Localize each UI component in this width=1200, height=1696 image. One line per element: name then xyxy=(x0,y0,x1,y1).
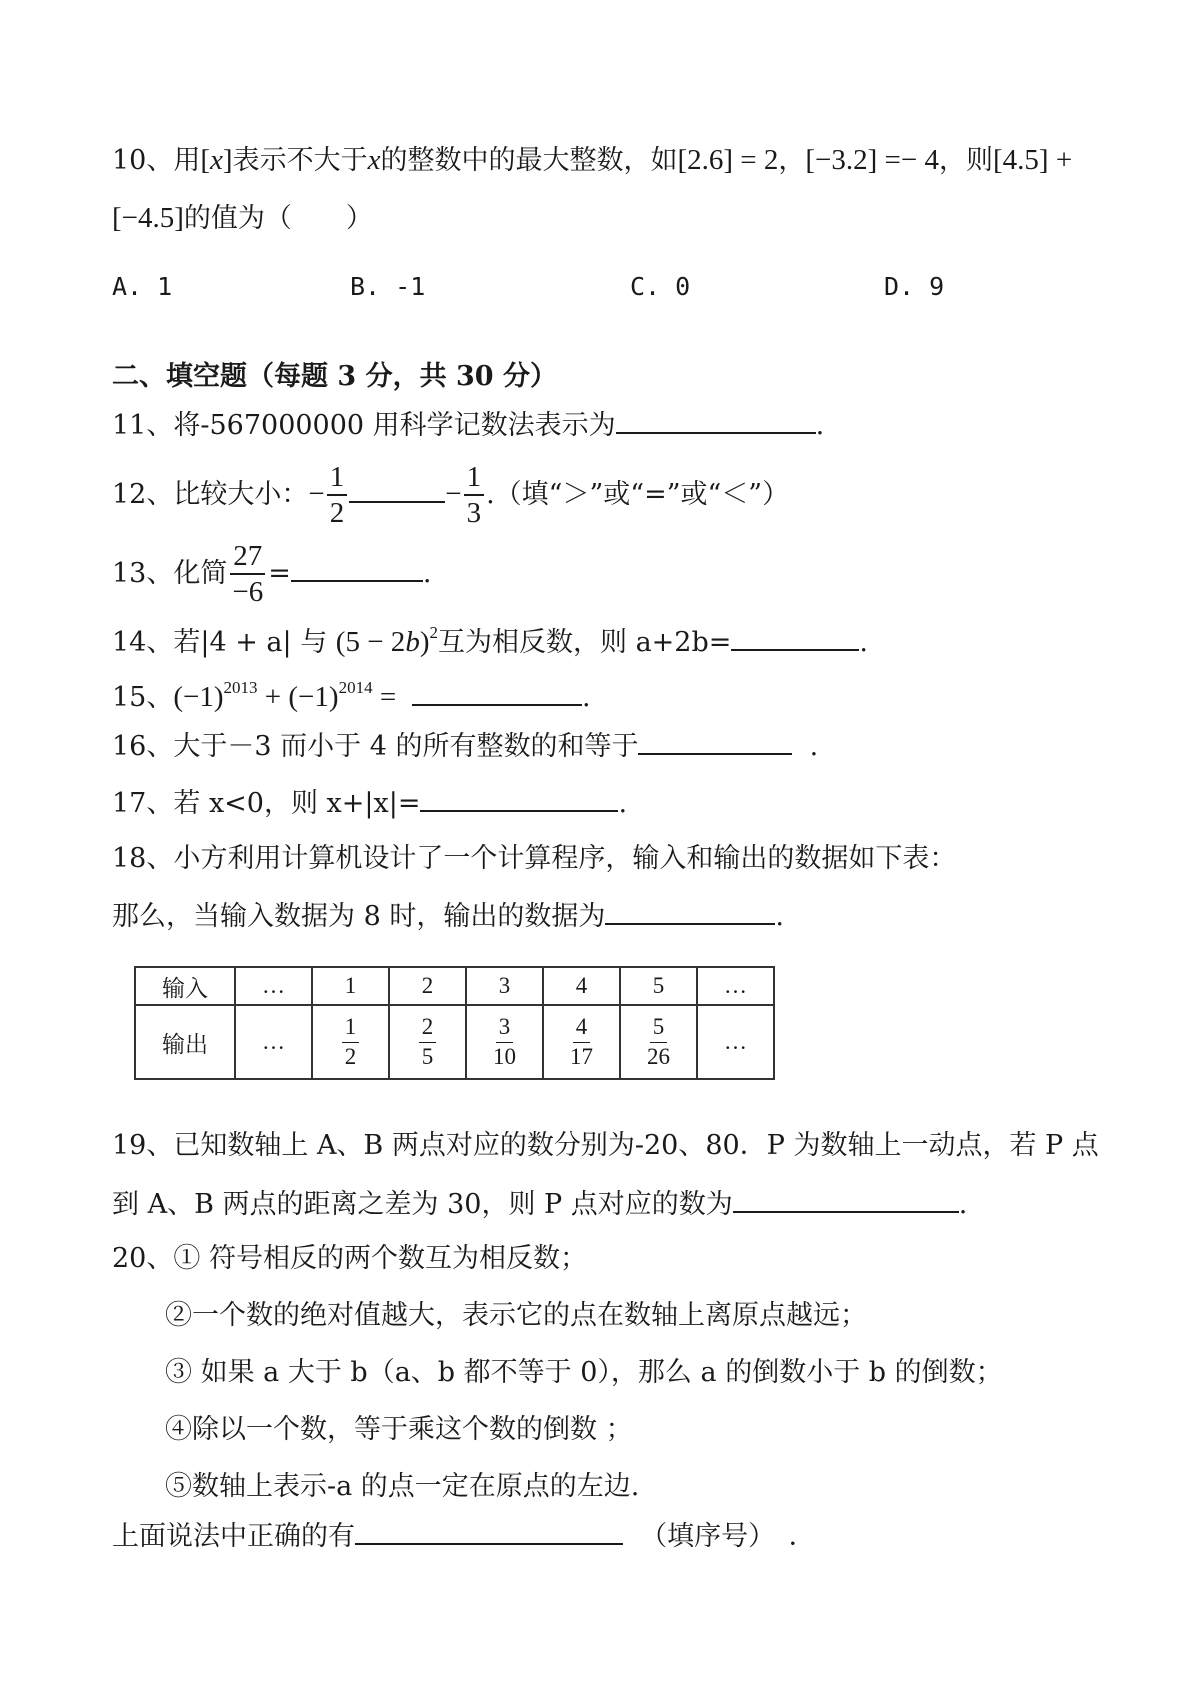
q10-option-a: A. 1 xyxy=(112,272,173,301)
q15: 15、$(-1)^{2013} + (-1)^{2014}$ = . xyxy=(112,678,591,713)
output-fraction: $\frac{1}{2}$ xyxy=(342,1015,360,1068)
q19-answer-blank[interactable] xyxy=(733,1183,959,1213)
q20-answer-line: 上面说法中正确的有 （填序号） ． xyxy=(112,1515,816,1557)
q14: 14、若|4 + a| 与 $(5 - 2b)^2$互为相反数，则 a+2b= . xyxy=(112,623,868,658)
q20-answer-blank[interactable] xyxy=(355,1515,623,1545)
q17-answer-blank[interactable] xyxy=(420,782,618,812)
q10-line1: 10、用[x]表示不大于x的整数中的最大整数，如[2.6] = 2，[−3.2] =− 4，则[4.5] + xyxy=(112,144,1073,176)
q18-answer-blank[interactable] xyxy=(605,895,775,925)
q18-line1: 18、小方利用计算机设计了一个计算程序，输入和输出的数据如下表： xyxy=(112,843,957,874)
output-fraction: $\frac{2}{5}$ xyxy=(419,1015,437,1068)
q10-option-b: B. -1 xyxy=(350,272,426,301)
output-fraction: $\frac{5}{26}$ xyxy=(647,1014,670,1069)
q15-answer-blank[interactable] xyxy=(412,676,582,706)
q20-statement-5: ⑤数轴上表示-a 的点一定在原点的左边. xyxy=(165,1471,640,1502)
q20-statement-2: ②一个数的绝对值越大，表示它的点在数轴上离原点越远； xyxy=(165,1300,867,1331)
q12-fraction-2: $\frac{1}{3}$ xyxy=(464,462,485,529)
floor-symbol: [x] xyxy=(200,144,233,176)
q15-expression: $(-1)^{2013} + (-1)^{2014}$ = xyxy=(173,678,404,713)
q13: 13、化简 $\frac{27}{-6}$ = . xyxy=(112,540,432,609)
q19-line1: 19、已知数轴上 A、B 两点对应的数分别为-20、80．P 为数轴上一动点，若 P 点 xyxy=(112,1130,1099,1161)
q11-answer-blank[interactable] xyxy=(616,404,816,434)
row-label-input: 输入 xyxy=(135,967,235,1005)
q13-fraction: $\frac{27}{-6}$ xyxy=(229,541,266,608)
q16: 16、大于－3 而小于 4 的所有整数的和等于 . xyxy=(112,725,818,767)
q19-line2: 到 A、B 两点的距离之差为 30，则 P 点对应的数为 . xyxy=(112,1183,967,1225)
q14-answer-blank[interactable] xyxy=(731,621,859,651)
output-fraction: $\frac{3}{10}$ xyxy=(493,1014,516,1069)
output-fraction: $\frac{4}{17}$ xyxy=(570,1014,593,1069)
q14-expression: $(5 - 2b)^2$ xyxy=(335,623,438,658)
row-label-output: 输出 xyxy=(135,1005,235,1079)
q20-statement-4: ④除以一个数，等于乘这个数的倒数 ； xyxy=(165,1414,633,1445)
section-heading: 二、填空题（每题 3 分，共 30 分） xyxy=(112,361,557,392)
input-output-table xyxy=(134,966,775,1080)
q12: 12、比较大小：− $\frac{1}{2}$ − $\frac{1}{3}$ .（填“＞”或“=”或“＜”） xyxy=(112,461,790,530)
q12-answer-blank[interactable] xyxy=(349,473,445,503)
q10-line2: [−4.5]的值为（ ） xyxy=(112,202,373,234)
q11: 11、将-567000000 用科学记数法表示为 . xyxy=(112,404,824,446)
q18-line2: 那么，当输入数据为 8 时，输出的数据为 . xyxy=(112,895,784,937)
q17: 17、若 x<0，则 x+|x|= . xyxy=(112,782,627,824)
q10-number: 10、 xyxy=(112,145,174,176)
q20-statement-3: ③ 如果 a 大于 b（a、b 都不等于 0），那么 a 的倒数小于 b 的倒数； xyxy=(165,1357,1003,1388)
q20-statement-1: 20、① 符号相反的两个数互为相反数； xyxy=(112,1243,587,1274)
q13-answer-blank[interactable] xyxy=(291,552,423,582)
table-row: 输入 … 1 2 3 4 5 … xyxy=(135,967,774,1005)
q12-fraction-1: $\frac{1}{2}$ xyxy=(327,462,348,529)
q10-option-c: C. 0 xyxy=(630,272,691,301)
table-row: 输出 … $\frac{1}{2}$ $\frac{2}{5}$ $\frac{3}{10}$ $\frac{4}{17}$ $\frac{5}{26}$ … xyxy=(135,1005,774,1079)
q10-option-d: D. 9 xyxy=(884,272,945,301)
q16-answer-blank[interactable] xyxy=(638,725,792,755)
